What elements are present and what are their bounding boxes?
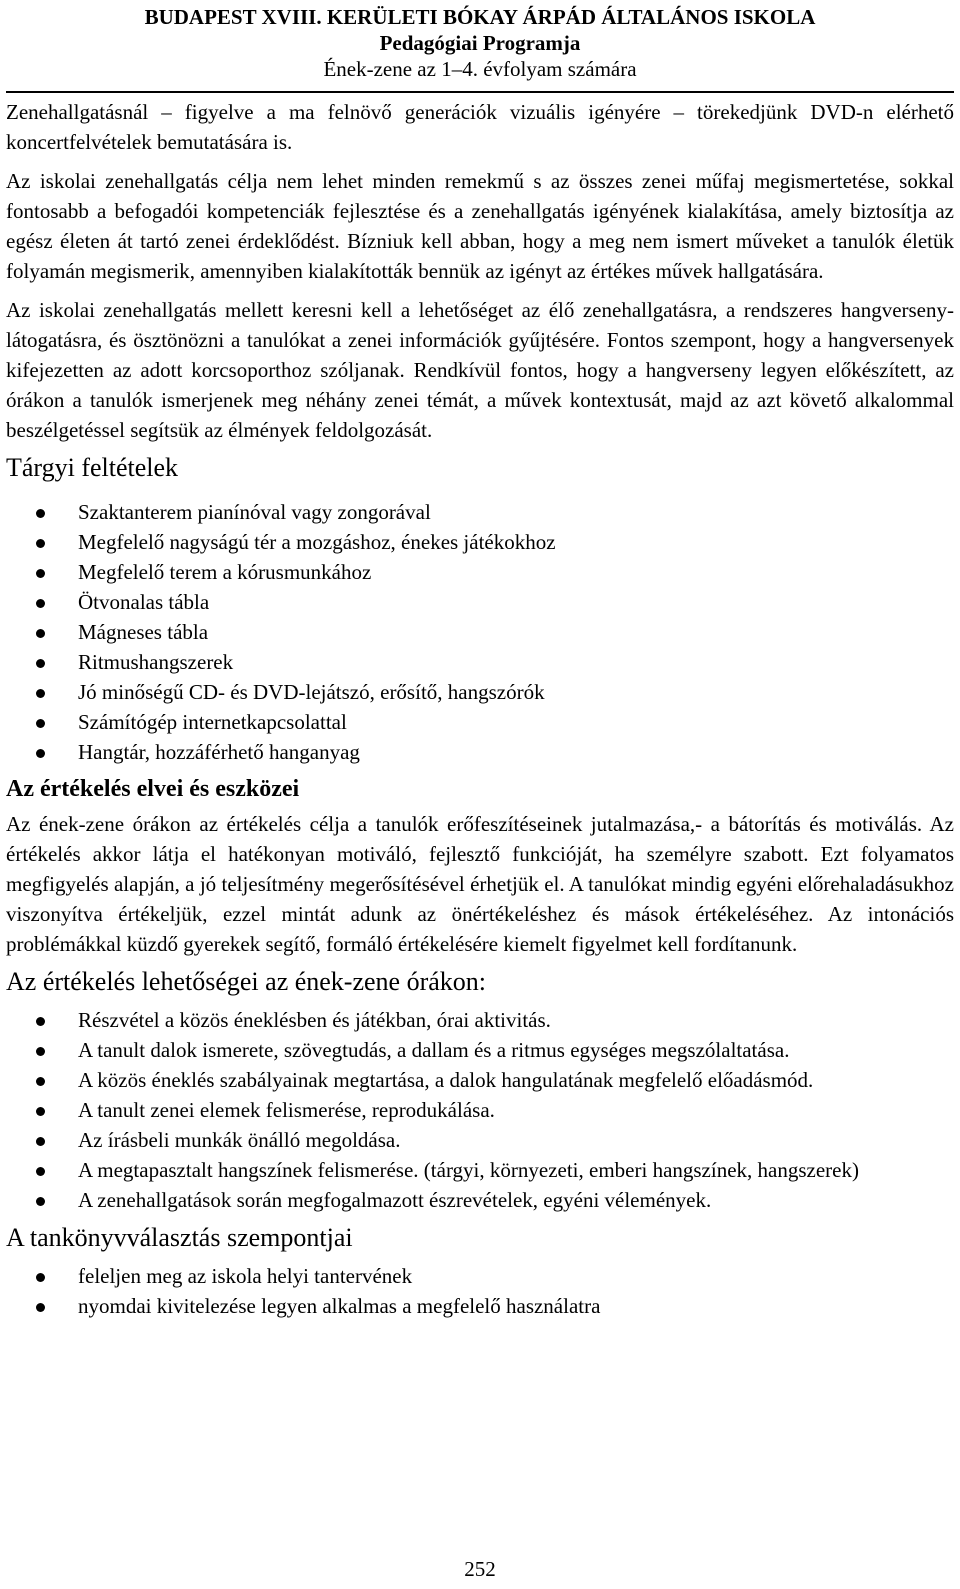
evaluation-options-list bbox=[6, 1005, 954, 1215]
bullet-icon bbox=[36, 1047, 45, 1056]
list-item: Számítógép internetkapcsolattal bbox=[6, 707, 954, 737]
bullet-icon bbox=[36, 1137, 45, 1146]
list-item: Szaktanterem pianínóval vagy zongorával bbox=[6, 497, 954, 527]
bullet-icon bbox=[36, 599, 45, 608]
bullet-icon bbox=[36, 1077, 45, 1086]
bullet-icon bbox=[36, 749, 45, 758]
bullet-icon bbox=[36, 539, 45, 548]
list-item: A zenehallgatások során megfogalmazott észrevételek, egyéni vélemények. bbox=[6, 1185, 954, 1215]
page-header bbox=[6, 4, 954, 82]
paragraph-1: Zenehallgatásnál – figyelve a ma felnövő generációk vizuális igényére – törekedjünk DVD-n elérhető koncertfelvételek bemutatására is. bbox=[6, 100, 954, 154]
list-item: Jó minőségű CD- és DVD-lejátszó, erősítő, hangszórók bbox=[6, 677, 954, 707]
section-title-evaluation: Az értékelés elvei és eszközei bbox=[6, 776, 300, 802]
bullet-icon bbox=[36, 629, 45, 638]
bullet-icon bbox=[36, 1273, 45, 1282]
bullet-icon bbox=[36, 569, 45, 578]
bullet-icon bbox=[36, 1017, 45, 1026]
list-item: Hangtár, hozzáférhető hanganyag bbox=[6, 737, 954, 767]
bullet-icon bbox=[36, 1303, 45, 1312]
bullet-icon bbox=[36, 1107, 45, 1116]
list-item: A tanult dalok ismerete, szövegtudás, a dallam és a ritmus egységes megszólaltatása. bbox=[6, 1035, 954, 1065]
list-item: feleljen meg az iskola helyi tantervének bbox=[6, 1261, 954, 1291]
bullet-icon bbox=[36, 1197, 45, 1206]
list-item: Ötvonalas tábla bbox=[6, 587, 954, 617]
list-item: A megtapasztalt hangszínek felismerése. (tárgyi, környezeti, emberi hangszínek, hangszerek) bbox=[6, 1155, 954, 1185]
subject-title: Ének-zene az 1–4. évfolyam számára bbox=[323, 57, 637, 81]
bullet-icon bbox=[36, 719, 45, 728]
paragraph-2: Az iskolai zenehallgatás célja nem lehet minden remekmű s az összes zenei műfaj megismertetése, sokkal fontosabb a befogadói kompetenciák fejlesztése és a zenehallgatás igényének kialakítása, amely biztosítja az egész életen át tartó zenei érdeklődést. Bízniuk kell abban, hogy a meg nem ismert műveket a tanulók életük folyamán megismerik, amennyiben kialakították bennük az igényt az értékes művek hallgatására. bbox=[6, 169, 954, 283]
materials-list bbox=[6, 497, 954, 767]
bullet-icon bbox=[36, 689, 45, 698]
list-item: Mágneses tábla bbox=[6, 617, 954, 647]
textbook-criteria-list bbox=[6, 1261, 954, 1321]
list-item: Részvétel a közös éneklésben és játékban, órai aktivitás. bbox=[6, 1005, 954, 1035]
list-item: A tanult zenei elemek felismerése, reprodukálása. bbox=[6, 1095, 954, 1125]
bullet-icon bbox=[36, 509, 45, 518]
paragraph-3: Az iskolai zenehallgatás mellett keresni kell a lehetőséget az élő zenehallgatásra, a rendszeres hangverseny-látogatásra, és ösztönözni a tanulókat a zenei információk gyűjtésére. Fontos szempont, hogy a hangversenyek kifejezetten az adott korcsoporthoz szóljanak. Rendkívül fontos, hogy a hangverseny legyen előkészített, az órákon a tanulók ismerjenek meg néhány zenei témát, a művek kontextusát, majd az azt követő alkalommal beszélgetéssel segítsük az élmények feldolgozását. bbox=[6, 298, 954, 442]
program-title: Pedagógiai Programja bbox=[379, 31, 581, 55]
bullet-icon bbox=[36, 659, 45, 668]
section-title-materials: Tárgyi feltételek bbox=[6, 453, 179, 482]
document-page bbox=[6, 0, 954, 1321]
list-item: nyomdai kivitelezése legyen alkalmas a megfelelő használatra bbox=[6, 1291, 954, 1321]
page-number: 252 bbox=[464, 1557, 496, 1581]
school-name: BUDAPEST XVIII. KERÜLETI BÓKAY ÁRPÁD ÁLTALÁNOS ISKOLA bbox=[144, 5, 816, 29]
list-item: Megfelelő nagyságú tér a mozgáshoz, énekes játékokhoz bbox=[6, 527, 954, 557]
list-item: Az írásbeli munkák önálló megoldása. bbox=[6, 1125, 954, 1155]
evaluation-paragraph: Az ének-zene órákon az értékelés célja a tanulók erőfeszítéseinek jutalmazása,- a bátorítás és motiválás. Az értékelés akkor látja el hatékonyan motiváló, fejlesztő funkcióját, ha személyre szabott. Ezt folyamatos megfigyelés alapján, a jó teljesítmény megerősítésével érhetjük el. A tanulókat mindig egyéni előrehaladásukhoz viszonyítva értékeljük, ezzel mintát adunk az önértékeléshez és mások értékeléséhez. Az intonációs problémákkal küzdő gyerekek segítő, formáló értékelésére kiemelt figyelmet kell fordítanunk. bbox=[6, 812, 954, 956]
header-divider bbox=[6, 91, 954, 93]
section-title-textbook: A tankönyvválasztás szempontjai bbox=[6, 1223, 353, 1252]
section-title-evaluation-options: Az értékelés lehetőségei az ének-zene órákon: bbox=[6, 967, 487, 996]
list-item: A közös éneklés szabályainak megtartása, a dalok hangulatának megfelelő előadásmód. bbox=[6, 1065, 954, 1095]
bullet-icon bbox=[36, 1167, 45, 1176]
list-item: Ritmushangszerek bbox=[6, 647, 954, 677]
list-item: Megfelelő terem a kórusmunkához bbox=[6, 557, 954, 587]
